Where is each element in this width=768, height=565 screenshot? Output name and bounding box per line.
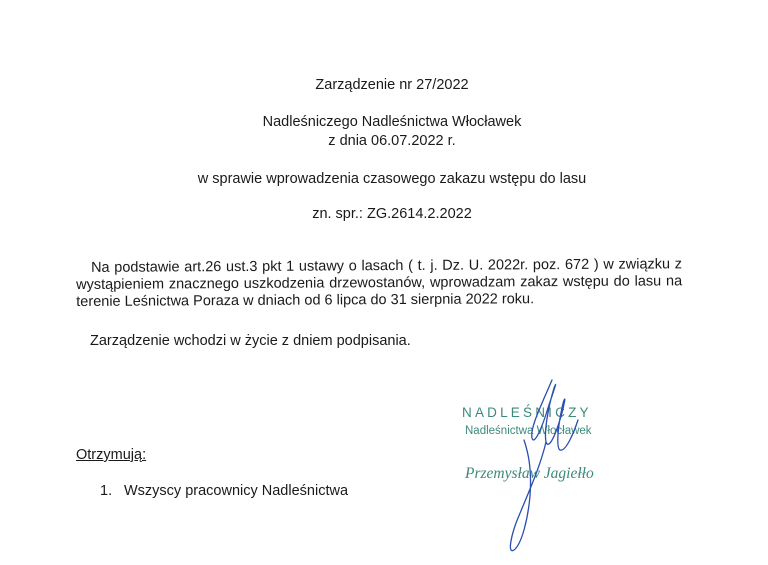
body-paragraph: Na podstawie art.26 ust.3 pkt 1 ustawy o lasach ( t. j. Dz. U. 2022r. poz. 672 ) w związku z wystąpieniem znacznego uszkodzenia drzewostanów, wprowadzam zakaz wstępu do lasu na terenie Leśnictwa Poraza w dniach od 6 lipca do 31 sierpnia 2022 roku.	[76, 256, 683, 310]
document-date: z dnia 06.07.2022 r.	[328, 133, 456, 149]
stamp-subtitle: Nadleśnictwa Włocławek	[465, 425, 592, 437]
list-item-label: Wszyscy pracownicy Nadleśnictwa	[124, 483, 349, 499]
effective-date-clause: Zarządzenie wchodzi w życie z dniem podpisania.	[90, 333, 411, 349]
stamp-title: NADLEŚNICZY	[462, 405, 592, 420]
recipients-list	[100, 483, 348, 500]
document-subject: w sprawie wprowadzenia czasowego zakazu wstępu do lasu	[197, 171, 587, 187]
list-item-number: 1.	[100, 483, 113, 499]
official-stamp	[462, 405, 622, 505]
document-title: Zarządzenie nr 27/2022	[315, 77, 469, 93]
list-item	[100, 483, 348, 500]
recipients-heading: Otrzymują:	[76, 447, 147, 463]
reference-number: zn. spr.: ZG.2614.2.2022	[312, 206, 472, 222]
document-issuer: Nadleśniczego Nadleśnictwa Włocławek	[262, 114, 522, 130]
stamp-signatory-name: Przemysław Jagiełło	[465, 465, 594, 482]
